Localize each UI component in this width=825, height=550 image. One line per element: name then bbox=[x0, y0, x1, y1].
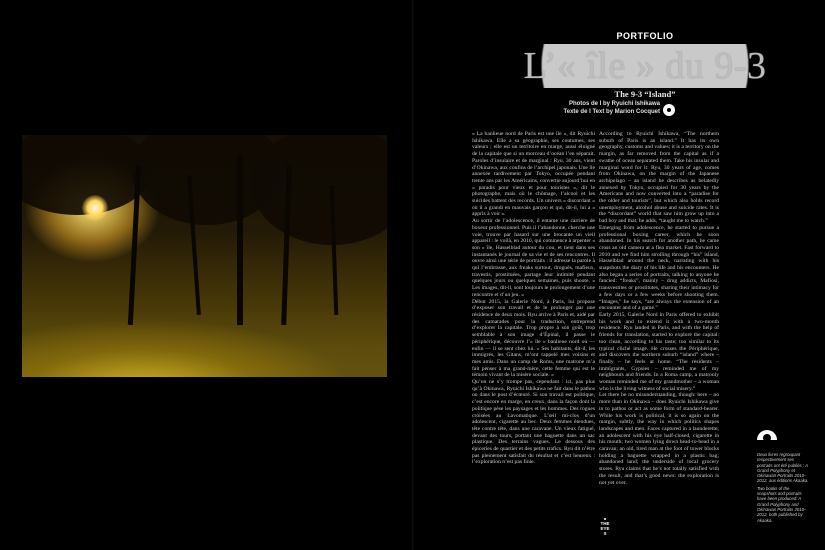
night-park-photo bbox=[22, 135, 387, 377]
logo-line: EYE bbox=[600, 526, 610, 531]
page-gutter bbox=[411, 0, 414, 550]
street-lamp-glow bbox=[82, 195, 108, 221]
logo-dot-icon bbox=[604, 518, 606, 520]
english-paragraph: Let there be no misunderstanding, though: here – no more than in Okinawa – does Ryuichi Ishikawa give in to pathos or act as some form of standard-bearer. While his work is political, it is so again on the margin, subtly, the way in which politics shapes landscapes and men. Faces captured in a launderette; an adolescent with his eye half-closed, cigarette in his mouth; two women lying down head-to-head in a caravan; an old, tired man at the foot of tower blocks holding a baguette wrapped in a plastic bag; abandoned land; the underside of local grocery stores. Ryu claims that he’s not totally satisfied with the result, and that’s good news: the exploration is not yet over. bbox=[599, 392, 719, 486]
article-title-text: L’« île » du 9-3 bbox=[523, 45, 767, 87]
english-paragraph: According to Ryuichi Ishikawa, “The northern suburb of Paris is an island.” It has its own geography, customs and values; it is a territory on the margin, as far removed from the capital as if a swathe of ocean separated them. Take his insular and marginal word for it: Ryu, 30 years of age, comes from Okinawa, on the margin of the Japanese archipelago – an island he describes as belatedly annexed by Tokyo, occupied for 30 years by the Americans and now converted into a “paradise for the older and tourists”, but which also holds record unemployment, alcohol abuse and suicide rates. It is the “discordant” world that saw him grow up into a bad boy and that, he adds, “taught me to watch.” bbox=[599, 131, 719, 225]
side-note-french: Deux livres regroupant respectivement ses portraits ont été publiés : A Grand Polyphony et Okinawan Portraits 2010–2012, aux éditions Akaaka. bbox=[757, 452, 809, 484]
section-kicker: PORTFOLIO bbox=[616, 31, 674, 41]
article-subtitle: The 9-3 “Island” bbox=[614, 89, 676, 99]
side-note-english: Two books of the snapshots and portraits have been produced: A Grand Polyphony and Okinawan Portraits 2010–2012, both published by Akaaka. bbox=[757, 485, 807, 523]
photo-credit-name: by Ryuichi Ishikawa bbox=[602, 101, 660, 107]
the-eyes-logo bbox=[598, 518, 612, 536]
text-credit-name: Text by Marion Cocquet bbox=[592, 108, 660, 115]
photo-credit bbox=[548, 101, 660, 109]
logo-line: THE bbox=[600, 521, 610, 526]
french-paragraph: Qu’on ne s’y trompe pas, cependant : ici, pas plus qu’à Okinawa, Ryuichi Ishikawa ne fait dans le pathos ou dans le post d’écœuré. Si son travail est politique, c’est encore en marge, en creux, dans la façon dont la politique pèse les paysages et les hommes. Des rogues croisées au Lavomatique. L’œil mi-clos d’un adolescent, cigarette au bec. Deux femmes étendues, tête contre tête, dans une caravane. Un vieux fatigué, devant des tours, portant une baguette dans un sac plastique. Des terrains vagues. Le dessous des épiceries de quartier et des petits trafics. Ryu dit n’être pas pleinement satisfait du résultat et c’est heureux : l’exploration n’est pas finie. bbox=[472, 379, 595, 466]
text-credit bbox=[548, 109, 660, 117]
english-paragraph: Emerging from adolescence, he started to pursue a professional boxing career, which he soon abandoned. In his search for another path, he came cross an old camera at a flea market. Fast forward to 2010 and we find him strolling through “his” island, Hasselblad around the neck, narrating with his snapshots the diary of his life and his encounters. He also began a series of portraits, talking to anyone he fancied: “freaks”, mainly – drug addicts, Mafiosi, transvestites or prostitutes, sharing their intimacy for a few days or a few weeks before shooting them. “Images,” he says, “are always the extension of an encounter and of a game.” bbox=[599, 224, 719, 312]
photo-credit-label: Photos de I bbox=[568, 101, 602, 107]
article-title bbox=[460, 44, 825, 88]
english-text-column bbox=[599, 131, 719, 531]
english-paragraph: Early 2015, Galerie Nord in Paris offered to exhibit his work and to extend it with a two-month residence. Ryu landed in Paris, and with the help of friends for translation, started to explore the capital: too clean, according to his taste; too similar to its typical cliché image. He crosses the Périphérique, and discovers the northern suburb “island” where – finally – he feels at home. “The residents – immigrants, Gypsies – reminded me of my neighbours and friends. In a Roma camp, a matronly woman reminded me of my grandmother – a woman who is the living witness of social misery.” bbox=[599, 311, 719, 392]
french-text-column bbox=[472, 131, 595, 531]
article-credits bbox=[548, 101, 660, 116]
circle-logo-icon bbox=[663, 104, 675, 116]
text-credit-label: Texte de I bbox=[563, 108, 591, 115]
logo-line: S bbox=[603, 531, 607, 536]
half-circle-eye-icon bbox=[757, 430, 777, 450]
book-side-note bbox=[757, 452, 809, 525]
french-paragraph: Début 2015, la Galerie Nord, à Paris, lui propose d’exposer son travail et de le prolonger par une résidence de deux mois. Ryu arrive à Paris et, aidé par des camarades pour la traduction, entreprend d’explorer la capitale. Trop propre à son goût, trop semblable à son image d’Épinal, il passe le périphérique, découvre l’« île » banlieue nord où — enfin — il se sent chez lui. « Ses habitants, dit-il, les immigrés, les Gitans, m’ont rappelé mes voisins et mes amis. Dans un camp de Roms, une matrone m’a fait penser à ma grand-mère, cette femme qui est le témoin vivant de la misère sociale. » bbox=[472, 298, 595, 379]
french-paragraph: « La banlieue nord de Paris est une île », dit Ryuichi Ishikawa. Elle a sa géographie, ses coutumes, ses valeurs ; elle est un territoire en marge, aussi éloigné de la capitale que si un morceau d’océan l’en séparait. Paroles d’insulaire et de marginal : Ryu, 30 ans, vient d’Okinawa, aux confins de l’archipel japonais. Une île annexée tardivement par Tokyo, occupée pendant trente ans par les Américains, convertie aujourd’hui en « paradis pour vieux et pour touristes », dit le photographe, mais où le chômage, l’alcool et les suicides battent des records. Un univers « discordant » où il a grandi en mauvais garçon et qui, dit-il, lui a « appris à voir ». bbox=[472, 131, 595, 218]
french-paragraph: Au sortir de l’adolescence, il entame une carrière de boxeur professionnel. Puis il l’abandonne, cherche une voie, trouve par hasard sur une brocante un vieil appareil : le voilà, en 2010, qui commence à arpenter « son » île, Hasselblad autour du cou, et tient dans ses instantanés le journal de sa vie et de ses rencontres. Il ouvre ainsi une série de portraits : il adresse la parole à qui l’embrasse, aux freaks surtout, drogués, mafieux, travestis, prostituées, partage leur intimité pendant quelques jours ou quelques semaines, puis shoote. « Les images, dit-il, sont toujours le prolongement d’une rencontre et d’un jeu. » bbox=[472, 218, 595, 298]
